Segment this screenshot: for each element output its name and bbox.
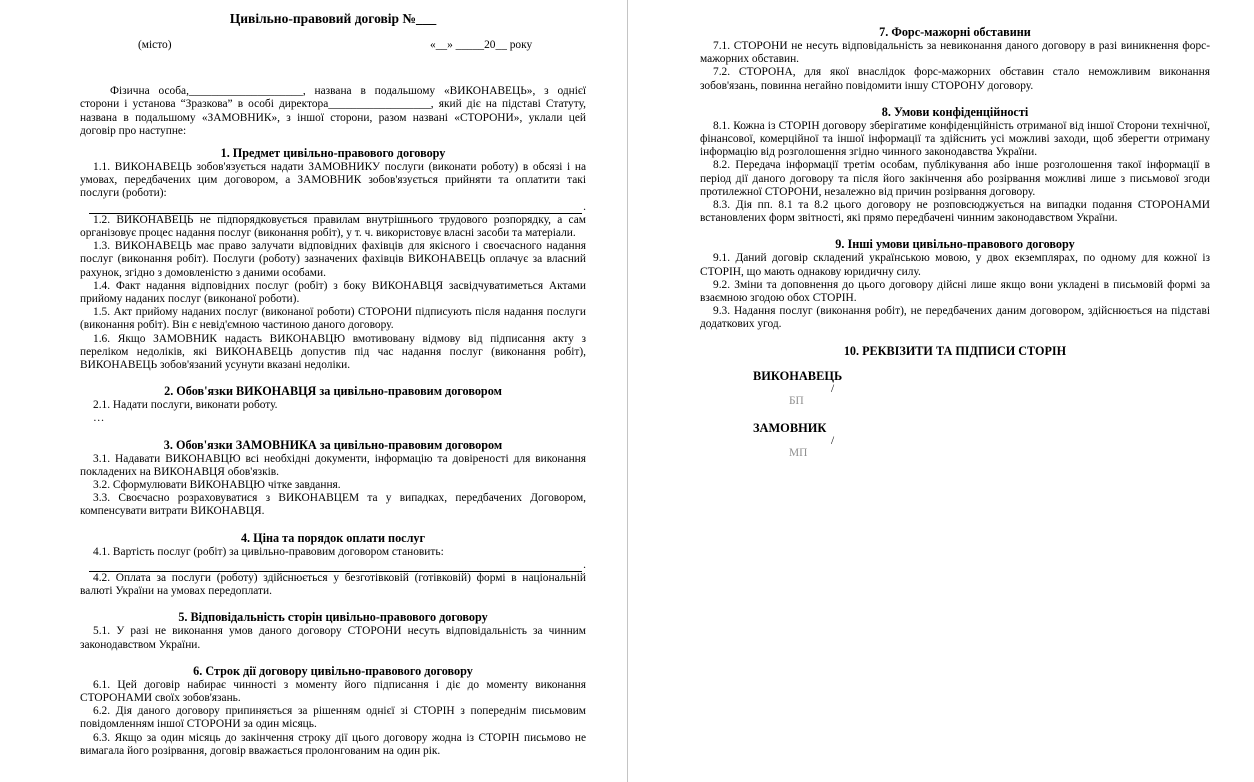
date-placeholder: «__» _____20__ року [430, 39, 533, 51]
signature-block [700, 421, 1210, 459]
paragraph: 4.2. Оплата за послуги (роботу) здійснюється у безготівковій (готівковій) формі в національній валюті України на умовах передоплати. [80, 572, 586, 598]
paragraph: 9.3. Надання послуг (виконання робіт), не передбачених даним договором, здійснюється на підставі додаткових угод. [700, 305, 1210, 331]
paragraph: 9.1. Даний договір складений українською мовою, у двох екземплярах, по одному для кожної із СТОРІН, що мають однакову юридичну силу. [700, 252, 1210, 278]
left-sections [80, 146, 586, 758]
paragraph: 6.1. Цей договір набирає чинності з моменту його підписання і діє до моменту виконання СТОРОНАМИ своїх зобов'язань. [80, 678, 586, 705]
page-2 [628, 0, 1254, 782]
paragraph: 3.2. Сформулювати ВИКОНАВЦЮ чітке завдання. [93, 479, 341, 492]
fill-line-period: . [583, 558, 586, 571]
paragraph: 1.2. ВИКОНАВЕЦЬ не підпорядковується правилам внутрішнього трудового розпорядку, а сам організовує процес надання послуг (виконання робіт), у т. ч. використовує власні засоби та матеріали. [80, 213, 586, 239]
paragraph: 2.1. Надати послуги, виконати роботу. [93, 399, 278, 412]
signature-note: БП [789, 394, 804, 407]
section-heading: 5. Відповідальність сторін цивільно-правового договору [178, 610, 488, 625]
signature-party-label: ВИКОНАВЕЦЬ [753, 368, 843, 383]
paragraph: 8.2. Передача інформації третім особам, публікування або інше розголошення такої інформації в період дії даного договору та після його закінчення або розірвання можливі лише з письмової згоди протилежної СТОРОНИ, незалежно від причин розірвання договору. [700, 159, 1210, 198]
city-date-row [80, 39, 586, 52]
document-title: Цивільно-правовий договір №___ [229, 11, 437, 26]
paragraph: 6.2. Дія даного договору припиняється за рішенням однієї зі СТОРІН з попереднім письмовим повідомленням іншої СТОРОНИ за один місяць. [80, 705, 586, 731]
signature-note: МП [789, 446, 808, 459]
signature-area [700, 369, 1210, 459]
paragraph: 1.4. Факт надання відповідних послуг (робіт) з боку ВИКОНАВЦЯ засвідчуватиметься Актами прийому наданих послуг (виконаної роботи). [80, 279, 586, 306]
paragraph: 7.2. СТОРОНА, для якої внаслідок форс-мажорних обставин стало неможливим виконання зобов'язань, повинна негайно повідомити іншу СТОРОНУ договору. [700, 66, 1210, 92]
paragraph: 6.3. Якщо за один місяць до закінчення строку дії цього договору жодна із СТОРІН письмово не вимагала його розірвання, договір вважається пролонгованим на один рік. [80, 731, 586, 757]
section-heading: 4. Ціна та порядок оплати послуг [240, 530, 426, 545]
paragraph: 8.1. Кожна із СТОРІН договору зберігатиме конфіденційність отриманої від іншої Сторони технічної, фінансової, комерційної та іншої інформації та здійснить усі можливі заходи, щоб зберегти отриману інформацію від розголошення згідно чинного законодавства України. [700, 119, 1210, 159]
paragraph: 1.1. ВИКОНАВЕЦЬ зобов'язується надати ЗАМОВНИКУ послуги (виконати роботу) в обсязі і на умовах, передбачених цим договором, а ЗАМОВНИК зобов'язується прийняти та оплатити такі послуги (роботи): [80, 161, 586, 200]
paragraph: 1.3. ВИКОНАВЕЦЬ має право залучати відповідних фахівців для якісного і своєчасного надання послуг (виконання робіт). Послуги (роботу) зазначених фахівців ВИКОНАВЕЦЬ оплачує за власний рахунок, згідно з домовленістю з даними особами. [80, 240, 586, 279]
section-heading: 8. Умови конфіденційності [881, 104, 1029, 119]
signature-slash: / [831, 382, 835, 395]
paragraph: 7.1. СТОРОНИ не несуть відповідальність за невиконання даного договору в разі виникнення форс-мажорних обставин. [700, 40, 1210, 66]
section-heading: 1. Предмет цивільно-правового договору [220, 146, 446, 160]
fill-underline [89, 202, 582, 214]
section-heading: 7. Форс-мажорні обставини [879, 25, 1031, 39]
paragraph: 3.3. Своєчасно розраховуватися з ВИКОНАВЦЕМ та у випадках, передбачених Договором, компенсувати витрати ВИКОНАВЦЯ. [80, 492, 586, 518]
paragraph: 4.1. Вартість послуг (робіт) за цивільно-правовим договором становить: [93, 545, 444, 558]
right-sections [700, 25, 1210, 359]
paragraph: 1.5. Акт прийому наданих послуг (виконаної роботи) СТОРОНИ підписують після надання послуги (виконання робіт). Він є невід'ємною частиною даного договору. [80, 306, 586, 332]
section-heading: 10. РЕКВІЗИТИ ТА ПІДПИСИ СТОРІН [843, 343, 1067, 358]
city-placeholder: (місто) [138, 39, 172, 51]
section-heading: 2. Обов'язки ВИКОНАВЦЯ за цивільно-правовим договором [164, 384, 502, 399]
paragraph: 9.2. Зміни та доповнення до цього договору дійсні лише якщо вони укладені в письмовій формі за взаємною згодою обох СТОРІН. [700, 278, 1210, 305]
signature-block [700, 369, 1210, 407]
signature-party-label: ЗАМОВНИК [753, 420, 827, 435]
paragraph: 1.6. Якщо ЗАМОВНИК надасть ВИКОНАВЦЮ вмотивовану відмову від підписання акту з переліком недоліків, які ВИКОНАВЕЦЬ допустив під час надання послуг (виконання робіт), ВИКОНАВЕЦЬ зобов'язаний усунути вказані недоліки. [80, 332, 586, 372]
fill-underline [89, 560, 582, 572]
section-heading: 3. Обов'язки ЗАМОВНИКА за цивільно-правовим договором [163, 437, 503, 452]
paragraph: 3.1. Надавати ВИКОНАВЦЮ всі необхідні документи, інформацію та довіреності для виконання покладених на ВИКОНАВЦЯ обов'язків. [80, 452, 586, 478]
fill-line-period: . [583, 200, 586, 213]
paragraph: 8.3. Дія пп. 8.1 та 8.2 цього договору не розповсюджується на випадки подання СТОРОНАМИ встановлених форм звітності, які прямо передбачені чинним законодавством України. [700, 199, 1210, 225]
paragraph: 5.1. У разі не виконання умов даного договору СТОРОНИ несуть відповідальність за чинним законодавством України. [80, 625, 586, 651]
intro-paragraph: Фізична особа,____________________, названа в подальшому «ВИКОНАВЕЦЬ», з однієї сторони і установа “Зразкова” в особі директора__________________, який діє на підставі Статуту, названа в подальшому «ЗАМОВНИК», з іншої сторони, разом названі «СТОРОНИ», уклали цей договір про наступне: [80, 85, 586, 137]
section-heading: 6. Строк дії договору цивільно-правового договору [193, 663, 473, 678]
paragraph: … [93, 412, 105, 425]
section-heading: 9. Інші умови цивільно-правового договору [835, 237, 1075, 252]
signature-slash: / [831, 434, 835, 447]
blank-fill-line [80, 559, 586, 572]
blank-fill-line [80, 201, 586, 214]
